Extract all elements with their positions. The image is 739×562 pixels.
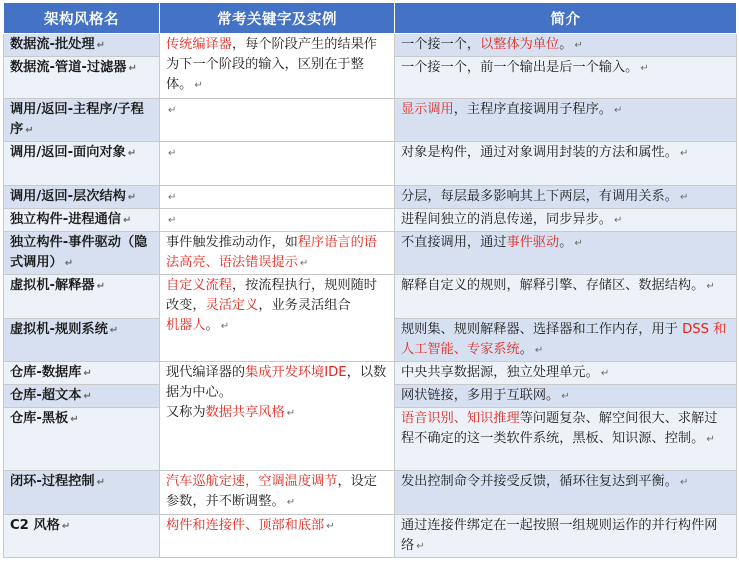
table-row — [4, 186, 737, 209]
intro-cell — [395, 142, 737, 186]
return-mark-icon — [128, 63, 136, 74]
highlight-text: 显示调用 — [401, 102, 454, 117]
style-name: C2 风格↵ — [4, 515, 160, 558]
return-mark-icon — [168, 105, 176, 116]
return-mark-icon — [97, 477, 105, 488]
return-mark-icon — [110, 325, 118, 336]
header-keywords: 常考关键字及实例 — [160, 3, 395, 34]
highlight-text: 汽车巡航定速，空调温度调节 — [166, 474, 338, 489]
return-mark-icon — [574, 238, 582, 249]
return-mark-icon — [168, 215, 176, 226]
highlight-text: 构件和连接件、顶部和底部 — [166, 518, 325, 533]
keywords-cell — [160, 362, 395, 471]
keywords-cell — [160, 99, 395, 142]
intro-cell — [395, 209, 737, 232]
table-row — [4, 275, 737, 319]
return-mark-icon — [680, 477, 688, 488]
text-run: 进程间独立的消息传递，同步异步。 — [401, 212, 612, 227]
return-mark-icon — [680, 148, 688, 159]
text-run: 通过连接件绑定在一起按照一组规则运作的并行构件网络 — [401, 518, 718, 553]
return-mark-icon — [70, 414, 78, 425]
text-run: 又称为 — [166, 405, 206, 420]
style-name: 数据流-管道-过滤器↵ — [4, 57, 160, 99]
intro-cell — [395, 362, 737, 385]
table-row — [4, 99, 737, 142]
return-mark-icon — [123, 215, 131, 226]
architecture-styles-table — [3, 2, 737, 558]
intro-cell — [395, 319, 737, 362]
keywords-cell — [160, 275, 395, 362]
text-run: 规则集、规则解释器、选择器和工作内存，用于 — [401, 322, 683, 337]
text-run: ，以数据为中心。 — [166, 365, 387, 400]
style-name: 调用/返回-层次结构↵ — [4, 186, 160, 209]
return-mark-icon — [194, 80, 202, 91]
text-run: 等问题复杂、解空间很大、求解过程不确定的这一类软件系统，黑板、知识源、控制。 — [401, 411, 718, 446]
intro-cell — [395, 275, 737, 319]
table-row — [4, 232, 737, 275]
return-mark-icon — [97, 281, 105, 292]
intro-cell — [395, 471, 737, 515]
style-name: 调用/返回-主程序/子程序↵ — [4, 99, 160, 142]
highlight-text: 事件驱动 — [506, 235, 560, 250]
text-run: 一个接一个，前一个输出是后一个输入。 — [401, 60, 639, 75]
text-run: 对象是构件，通过对象调用封装的方法和属性。 — [401, 145, 678, 160]
text-run: 中央共享数据源，独立处理单元。 — [401, 365, 599, 380]
return-mark-icon — [300, 258, 308, 269]
highlight-text: 程序语言的语法高亮、语法错误提示 — [166, 235, 377, 270]
highlight-text: 灵活定义 — [205, 298, 259, 313]
header-intro: 简介 — [395, 3, 737, 34]
table-row — [4, 362, 737, 385]
text-run: ，每个阶段产生的结果作为下一个阶段的输入，区别在于整体。 — [166, 37, 377, 92]
highlight-text: 机器人 — [166, 318, 206, 333]
return-mark-icon — [287, 408, 295, 419]
return-mark-icon — [83, 391, 91, 402]
table-row — [4, 209, 737, 232]
return-mark-icon — [561, 391, 569, 402]
text-run: 事件触发推动动作，如 — [166, 235, 298, 250]
return-mark-icon — [640, 63, 648, 74]
intro-cell — [395, 99, 737, 142]
intro-cell — [395, 34, 737, 57]
intro-cell — [395, 57, 737, 99]
return-mark-icon — [168, 192, 176, 203]
return-mark-icon — [97, 40, 105, 51]
text-run: ，业务灵活组合 — [258, 298, 351, 313]
return-mark-icon — [601, 368, 609, 379]
text-run: ，设定参数，并不断调整。 — [166, 474, 377, 509]
keywords-cell — [160, 186, 395, 209]
text-run: 。 — [559, 235, 573, 250]
highlight-text: DSS 和人工智能、专家系统 — [401, 322, 727, 357]
return-mark-icon — [168, 148, 176, 159]
style-name: 独立构件-进程通信↵ — [4, 209, 160, 232]
text-run: 发出控制命令并接受反馈，循环往复达到平衡。 — [401, 474, 678, 489]
style-name: 仓库-数据库↵ — [4, 362, 160, 385]
keywords-cell — [160, 515, 395, 558]
keywords-cell — [160, 34, 395, 99]
table-row — [4, 34, 737, 57]
text-run: 。 — [559, 37, 573, 52]
highlight-text: 传统编译器 — [166, 37, 232, 52]
return-mark-icon — [614, 105, 622, 116]
highlight-text: 集成开发环境IDE — [245, 365, 347, 380]
keywords-cell — [160, 232, 395, 275]
highlight-text: 自定义流程 — [166, 278, 232, 293]
intro-cell — [395, 385, 737, 408]
table-header-row — [4, 3, 737, 34]
style-name: 虚拟机-规则系统↵ — [4, 319, 160, 362]
return-mark-icon — [326, 521, 334, 532]
style-name: 数据流-批处理↵ — [4, 34, 160, 57]
highlight-text: 数据共享风格 — [205, 405, 285, 420]
return-mark-icon — [83, 368, 91, 379]
return-mark-icon — [706, 281, 714, 292]
text-run: 解释自定义的规则，解释引擎、存储区、数据结构。 — [401, 278, 705, 293]
highlight-text: 以整体为单位 — [480, 37, 560, 52]
style-name: 独立构件-事件驱动（隐式调用）↵ — [4, 232, 160, 275]
return-mark-icon — [680, 192, 688, 203]
text-run: 。 — [519, 342, 533, 357]
return-mark-icon — [221, 321, 229, 332]
text-run: 不直接调用，通过 — [401, 235, 507, 250]
architecture-styles-table-container — [3, 2, 736, 558]
return-mark-icon — [128, 148, 136, 159]
highlight-text: 语音识别、知识推理 — [401, 411, 520, 426]
style-name: 虚拟机-解释器↵ — [4, 275, 160, 319]
header-style-name: 架构风格名 — [4, 3, 160, 34]
text-run: ，按流程执行，规则随时改变， — [166, 278, 377, 313]
table-row — [4, 515, 737, 558]
style-name: 仓库-超文本↵ — [4, 385, 160, 408]
return-mark-icon — [535, 345, 543, 356]
return-mark-icon — [706, 434, 714, 445]
keywords-cell — [160, 471, 395, 515]
return-mark-icon — [62, 521, 70, 532]
text-run: 。 — [205, 318, 219, 333]
return-mark-icon — [128, 192, 136, 203]
table-row — [4, 142, 737, 186]
return-mark-icon — [25, 125, 33, 136]
intro-cell — [395, 515, 737, 558]
style-name: 闭环-过程控制↵ — [4, 471, 160, 515]
return-mark-icon — [65, 258, 73, 269]
return-mark-icon — [574, 40, 582, 51]
text-run: 网状链接，多用于互联网。 — [401, 388, 560, 403]
table-row — [4, 471, 737, 515]
return-mark-icon — [416, 541, 424, 552]
text-run: 一个接一个， — [401, 37, 481, 52]
intro-cell — [395, 232, 737, 275]
style-name: 调用/返回-面向对象↵ — [4, 142, 160, 186]
return-mark-icon — [287, 497, 295, 508]
keywords-cell — [160, 142, 395, 186]
keywords-cell — [160, 209, 395, 232]
intro-cell — [395, 186, 737, 209]
text-run: ，主程序直接调用子程序。 — [453, 102, 612, 117]
style-name: 仓库-黑板↵ — [4, 408, 160, 471]
return-mark-icon — [614, 215, 622, 226]
text-run: 分层，每层最多影响其上下两层，有调用关系。 — [401, 189, 678, 204]
text-run: 现代编译器的 — [166, 365, 246, 380]
intro-cell — [395, 408, 737, 471]
